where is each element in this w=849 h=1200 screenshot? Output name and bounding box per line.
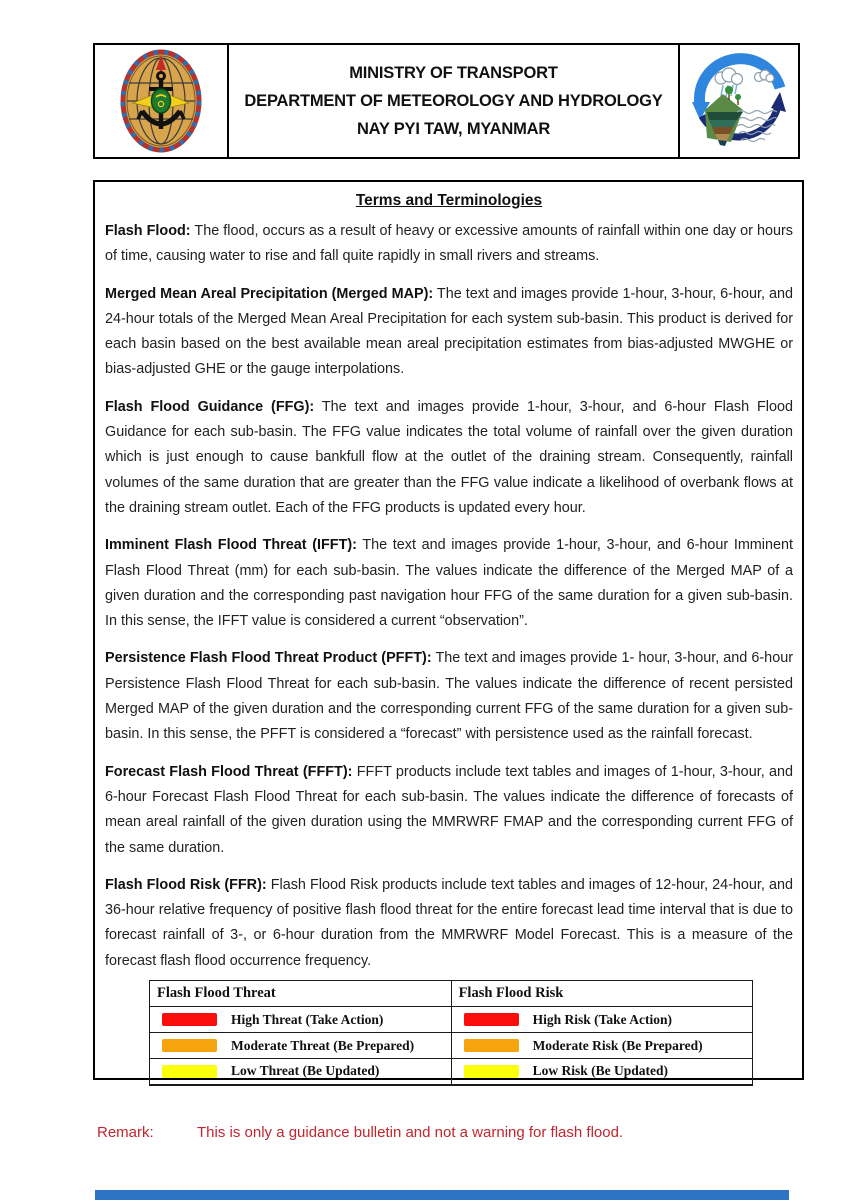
legend-header-risk: Flash Flood Risk bbox=[451, 981, 752, 1007]
high-threat-color-swatch bbox=[162, 1013, 217, 1026]
term-merged-map: Merged Mean Areal Precipitation (Merged MAP): bbox=[105, 285, 434, 302]
legend-row-moderate bbox=[150, 1033, 753, 1059]
dmh-seal-icon bbox=[120, 49, 202, 153]
definition-ffg: The text and images provide 1-hour, 3-hour, and 6-hour Flash Flood Guidance for each sub-basin. The FFG value indicates the total volume of rainfall over the given duration which is just enough to cause bankfull flow at the outlet of the draining stream. Consequently, rainfall volumes of the same duration that are greater than the FFG value indicate a likelihood of overbank flows at the draining stream outlet. Each of the FFG products is updated every hour. bbox=[105, 398, 793, 516]
low-risk-color-swatch bbox=[464, 1065, 519, 1078]
legend-header-row bbox=[150, 981, 753, 1007]
moderate-risk-color-swatch bbox=[464, 1039, 519, 1052]
left-logo-cell bbox=[95, 45, 229, 157]
paragraph-ifft bbox=[105, 533, 793, 634]
term-pfft: Persistence Flash Flood Threat Product (PFFT): bbox=[105, 650, 432, 667]
term-flash-flood: Flash Flood: bbox=[105, 223, 191, 239]
definition-merged-map: The text and images provide 1-hour, 3-hour, 6-hour, and 24-hour totals of the Merged Mean Areal Precipitation for each system sub-basin. This product is derived for each basin based on the best available mean areal precipitation estimates from bias-adjusted MWGHE or bias-adjusted GHE or the gauge interpolations. bbox=[105, 285, 794, 378]
term-ifft: Imminent Flash Flood Threat (IFFT): bbox=[105, 537, 357, 554]
paragraph-flash-flood bbox=[105, 219, 793, 270]
definition-flash-flood: The flood, occurs as a result of heavy or excessive amounts of rainfall within one day or hours of time, causing water to rise and fall quite rapidly in small rivers and streams. bbox=[105, 223, 793, 265]
high-threat-label: High Threat (Take Action) bbox=[231, 1011, 384, 1027]
legend-row-high bbox=[150, 1007, 753, 1033]
legend-row-low bbox=[150, 1059, 753, 1085]
definition-pfft: The text and images provide 1- hour, 3-hour, and 6-hour Persistence Flash Flood Threat for each sub-basin. The values indicate the difference of recent persisted Merged MAP of the given duration and the corresponding current FFG of the same duration for a given sub-basin. In this sense, the PFFT is considered a “forecast” with persistence used as the rainfall forecast. bbox=[105, 650, 793, 743]
letterhead bbox=[93, 43, 800, 159]
definition-ffr: Flash Flood Risk products include text tables and images of 12-hour, 24-hour, and 36-hour relative frequency of positive flash flood threat for the entire forecast lead time interval that is due to forecast rainfall of 3-, or 6-hour duration from the MMRWRF Model Forecast. This is a measure of the forecast flash flood occurrence frequency. bbox=[105, 876, 793, 969]
moderate-threat-color-swatch bbox=[162, 1039, 217, 1052]
header-title-cell bbox=[229, 45, 680, 157]
remark-text: This is only a guidance bulletin and not a warning for flash flood. bbox=[197, 1124, 624, 1141]
section-title: Terms and Terminologies bbox=[355, 192, 543, 209]
paragraph-ffr bbox=[105, 873, 793, 974]
legend-header-threat: Flash Flood Threat bbox=[150, 981, 452, 1007]
paragraph-ffg bbox=[105, 395, 793, 521]
term-ffr: Flash Flood Risk (FFR): bbox=[105, 876, 267, 893]
low-threat-color-swatch bbox=[162, 1065, 217, 1078]
moderate-threat-label: Moderate Threat (Be Prepared) bbox=[231, 1037, 415, 1053]
threat-risk-legend-table bbox=[149, 980, 753, 1086]
right-logo-cell bbox=[680, 45, 798, 157]
definition-ifft: The text and images provide 1-hour, 3-hour, and 6-hour Imminent Flash Flood Threat (mm) for each sub-basin. The values indicate the difference of the Merged MAP of a given duration and the corresponding past navigation hour FFG of the same duration for a given sub-basin. In this sense, the IFFT value is considered a current “observation”. bbox=[105, 537, 793, 630]
paragraph-ffft bbox=[105, 760, 793, 861]
location-title: NAY PYI TAW, MYANMAR bbox=[356, 119, 551, 138]
paragraph-merged-map bbox=[105, 282, 793, 383]
high-risk-color-swatch bbox=[464, 1013, 519, 1026]
low-risk-label: Low Risk (Be Updated) bbox=[532, 1063, 668, 1079]
ministry-title: MINISTRY OF TRANSPORT bbox=[349, 63, 558, 82]
water-cycle-icon bbox=[685, 50, 793, 152]
moderate-risk-label: Moderate Risk (Be Prepared) bbox=[532, 1037, 703, 1053]
remark-label: Remark: bbox=[97, 1124, 154, 1141]
remark bbox=[97, 1124, 797, 1141]
footer-accent-bar bbox=[95, 1190, 789, 1200]
department-title: DEPARTMENT OF METEOROLOGY AND HYDROLOGY bbox=[244, 91, 663, 110]
low-threat-label: Low Threat (Be Updated) bbox=[231, 1063, 380, 1079]
terms-section bbox=[93, 180, 804, 1080]
term-ffft: Forecast Flash Flood Threat (FFFT): bbox=[105, 763, 353, 780]
definition-ffft: FFFT products include text tables and images of 1-hour, 3-hour, and 6-hour Forecast Flash Flood Threat for each sub-basin. The values indicate the difference of forecasts of mean areal rainfall of the given duration using the MMRWRF FMAP and the corresponding current FFG of the same duration. bbox=[105, 763, 793, 856]
term-ffg: Flash Flood Guidance (FFG): bbox=[105, 398, 315, 415]
high-risk-label: High Risk (Take Action) bbox=[532, 1011, 672, 1027]
paragraph-pfft bbox=[105, 646, 793, 747]
